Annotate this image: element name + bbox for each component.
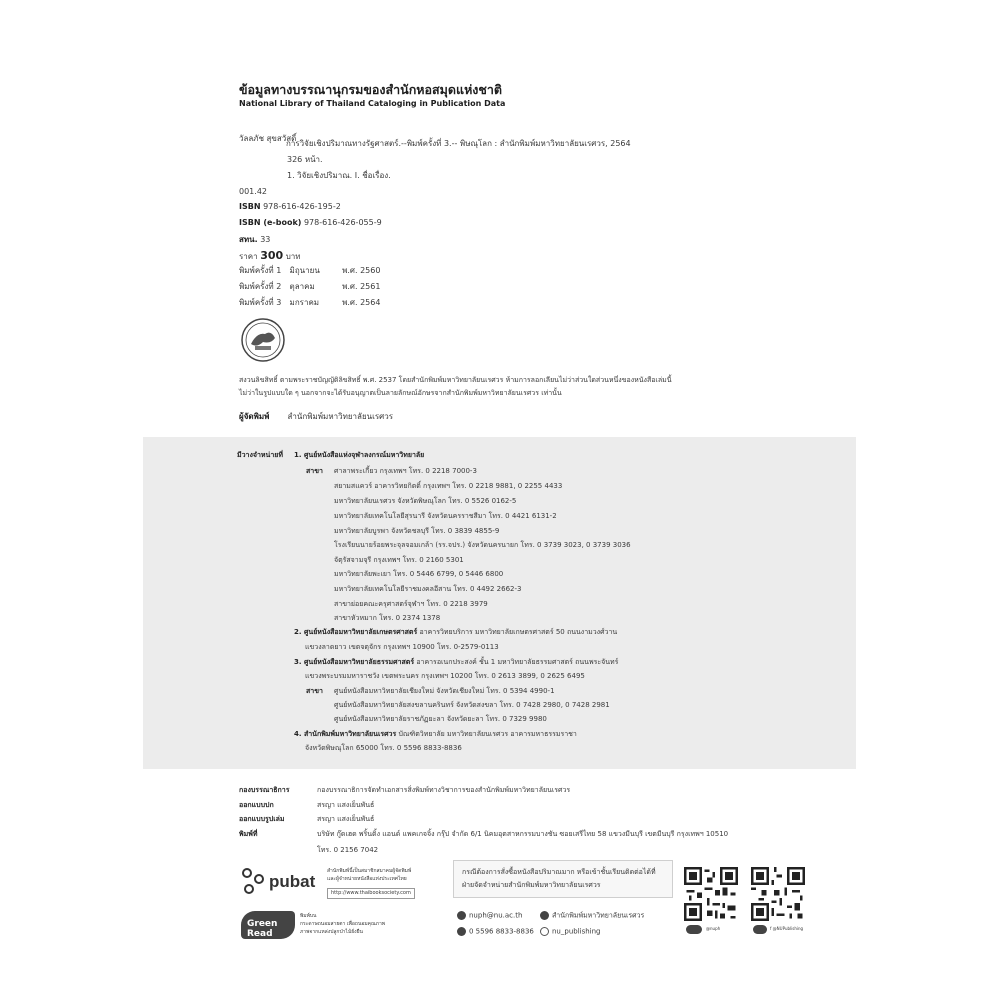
pubat-wordmark: pubat bbox=[269, 872, 316, 891]
edition-year: พ.ศ. 2564 bbox=[342, 298, 381, 307]
edition-month: มิถุนายน bbox=[289, 266, 320, 275]
isbn-ebook-label: ISBN (e-book) bbox=[239, 218, 302, 227]
distributor-group-3-title: 3. ศูนย์หนังสือมหาวิทยาลัยธรรมศาสตร์ bbox=[294, 658, 415, 666]
branch-item: ศาลาพระเกี้ยว กรุงเทพฯ โทร. 0 2218 7000-3 bbox=[334, 467, 477, 475]
pubat-mark-icon bbox=[241, 867, 267, 897]
facebook-contact[interactable] bbox=[540, 911, 644, 921]
branch-item: ศูนย์หนังสือมหาวิทยาลัยเชียงใหม่ จังหวัดเชียงใหม่ โทร. 0 5394 4990-1 bbox=[334, 687, 555, 695]
distributor-group-2-title: 2. ศูนย์หนังสือมหาวิทยาลัยเกษตรศาสตร์ bbox=[294, 628, 418, 636]
branch-item: โรงเรียนนายร้อยพระจุลจอมเกล้า (รร.จปร.) จังหวัดนครนายก โทร. 0 3739 3023, 0 3739 3036 bbox=[334, 541, 631, 549]
branch-item: มหาวิทยาลัยนเรศวร จังหวัดพิษณุโลก โทร. 0 5526 0162-5 bbox=[334, 497, 517, 505]
cover-design-value: สรญา แสงเย็นพันธ์ bbox=[317, 801, 375, 809]
branch-label: สาขา bbox=[306, 687, 323, 695]
edition-year: พ.ศ. 2561 bbox=[342, 282, 381, 291]
title-statement: การวิจัยเชิงปริมาณทางรัฐศาสตร์.--พิมพ์ครั้งที่ 3.-- พิษณุโลก : สำนักพิมพ์มหาวิทยาลัยนเรศวร, 2564 bbox=[286, 139, 631, 148]
green-read-text-3: ภาพจากแหล่งปลูกป่าไม้ยั่งยืน bbox=[300, 929, 363, 935]
notice-line-1: กรณีต้องการสั่งซื้อหนังสือปริมาณมาก หรือเข้าชั้นเรียนติดต่อได้ที่ bbox=[462, 868, 656, 876]
phone-contact[interactable] bbox=[457, 927, 534, 937]
phone-icon bbox=[457, 927, 466, 936]
code-value: 33 bbox=[260, 235, 271, 244]
layout-design-value: สรญา แสงเย็นพันธ์ bbox=[317, 815, 375, 823]
code-line bbox=[239, 235, 270, 245]
page-count: 326 หน้า. bbox=[287, 155, 323, 164]
green-read-logo bbox=[241, 911, 297, 941]
isbn-label: ISBN bbox=[239, 202, 261, 211]
distributor-group-4 bbox=[294, 730, 577, 739]
edition-row bbox=[239, 266, 380, 276]
edition-month: ตุลาคม bbox=[289, 282, 315, 291]
publisher-line bbox=[239, 412, 393, 422]
qr-code-line[interactable] bbox=[684, 867, 738, 921]
branch-item: ศูนย์หนังสือมหาวิทยาลัยสงขลานครินทร์ จังหวัดสงขลา โทร. 0 7428 2980, 0 7428 2981 bbox=[334, 701, 610, 709]
catalog-title-english: National Library of Thailand Cataloging in Publication Data bbox=[239, 99, 506, 108]
notice-line-2: ฝ่ายจัดจำหน่ายสำนักพิมพ์มหาวิทยาลัยนเรศวร bbox=[462, 881, 601, 889]
price-prefix: ราคา bbox=[239, 252, 258, 261]
phone-number: 0 5596 8833-8836 bbox=[469, 927, 534, 936]
line-icon bbox=[540, 927, 549, 936]
distributor-group-3-address: อาคารอเนกประสงค์ ชั้น 1 มหาวิทยาลัยธรรมศาสตร์ ถนนพระจันทร์ bbox=[416, 658, 619, 666]
branch-item: มหาวิทยาลัยบูรพา จังหวัดชลบุรี โทร. 0 3839 4855-9 bbox=[334, 527, 500, 535]
branch-item: ศูนย์หนังสือมหาวิทยาลัยราชภัฏยะลา จังหวัดยะลา โทร. 0 7329 9980 bbox=[334, 715, 547, 723]
branch-item: สยามสแควร์ อาคารวิทยกิตติ์ กรุงเทพฯ โทร. 0 2218 9881, 0 2255 4433 bbox=[334, 482, 563, 490]
edition-label: พิมพ์ครั้งที่ 1 bbox=[239, 266, 282, 275]
branch-item: มหาวิทยาลัยเทคโนโลยีราชมงคลอีสาน โทร. 0 4492 2662-3 bbox=[334, 585, 522, 593]
edition-label: พิมพ์ครั้งที่ 3 bbox=[239, 298, 282, 307]
isbn-value: 978-616-426-195-2 bbox=[263, 202, 341, 211]
classification-number: 001.42 bbox=[239, 187, 267, 196]
code-label: สทน. bbox=[239, 235, 258, 244]
isbn-line bbox=[239, 202, 341, 212]
copyright-line-1: สงวนลิขสิทธิ์ ตามพระราชบัญญัติลิขสิทธิ์ พ.ศ. 2537 โดยสำนักพิมพ์มหาวิทยาลัยนเรศวร ห้ามการลอกเลียนไม่ว่าส่วนใดส่วนหนึ่งของหนังสือเล่มนี้ bbox=[239, 376, 672, 384]
author-name: วัลลภัช สุขสวัสดิ์ bbox=[239, 134, 297, 143]
distributor-group-3 bbox=[294, 658, 618, 667]
qr-line-label: @nuph bbox=[706, 926, 721, 931]
branch-item: จัตุรัสจามจุรี กรุงเทพฯ โทร. 0 2160 5301 bbox=[334, 556, 464, 564]
distributor-group-4-address: บัณฑิตวิทยาลัย มหาวิทยาลัยนเรศวร อาคารมหาธรรมราชา bbox=[398, 730, 577, 738]
edition-row bbox=[239, 298, 380, 308]
green-read-text-2: กระดาษถนอมสายตา เพื่อถนอมคุณภาพ bbox=[300, 921, 386, 927]
bulk-order-notice bbox=[453, 860, 673, 898]
facebook-badge bbox=[753, 925, 767, 934]
branch-item: มหาวิทยาลัยพะเยา โทร. 0 5446 6799, 0 5446 6800 bbox=[334, 570, 504, 578]
line-id: nu_publishing bbox=[552, 927, 601, 936]
email-contact[interactable] bbox=[457, 911, 522, 921]
email-address: nuph@nu.ac.th bbox=[469, 911, 523, 920]
catalog-title-thai: ข้อมูลทางบรรณานุกรมของสำนักหอสมุดแห่งชาติ bbox=[239, 82, 503, 97]
printer-address: บริษัท กู๊ดเฮด พริ้นติ้ง แอนด์ แพคเกจจิ้ง กรุ๊ป จำกัด 6/1 นิคมอุตสาหกรรมบางชัน ซอยเสรีไทย 58 แขวงมีนบุรี เขตมีนบุรี กรุงเทพฯ 10510 bbox=[317, 830, 729, 838]
isbn-ebook-value: 978-616-426-055-9 bbox=[303, 218, 382, 227]
distributor-group-2-address: อาคารวิทยบริการ มหาวิทยาลัยเกษตรศาสตร์ 50 ถนนงามวงศ์วาน bbox=[419, 628, 618, 636]
subject-headings: 1. วิจัยเชิงปริมาณ. I. ชื่อเรื่อง. bbox=[287, 171, 391, 180]
editorial-value: กองบรรณาธิการจัดทำเอกสารสิ่งพิมพ์ทางวิชาการของสำนักพิมพ์มหาวิทยาลัยนเรศวร bbox=[317, 786, 571, 794]
edition-label: พิมพ์ครั้งที่ 2 bbox=[239, 282, 282, 291]
qr-code-facebook[interactable] bbox=[751, 867, 805, 921]
facebook-icon bbox=[540, 911, 549, 920]
branch-item: สาขาหัวหมาก โทร. 0 2374 1378 bbox=[334, 614, 441, 622]
layout-design-label: ออกแบบรูปเล่ม bbox=[239, 815, 285, 823]
distributor-group-4-address-2: จังหวัดพิษณุโลก 65000 โทร. 0 5596 8833-8836 bbox=[305, 744, 462, 752]
line-badge bbox=[686, 925, 702, 934]
publisher-value: สำนักพิมพ์มหาวิทยาลัยนเรศวร bbox=[287, 412, 393, 421]
editorial-label: กองบรรณาธิการ bbox=[239, 786, 290, 794]
distributor-group-2-address-2: แขวงลาดยาว เขตจตุจักร กรุงเทพฯ 10900 โทร. 0-2579-0113 bbox=[305, 643, 499, 651]
edition-year: พ.ศ. 2560 bbox=[342, 266, 381, 275]
distributor-group-1-title: 1. ศูนย์หนังสือแห่งจุฬาลงกรณ์มหาวิทยาลัย bbox=[294, 451, 425, 459]
branch-item: สาขาย่อยคณะครุศาสตร์จุฬาฯ โทร. 0 2218 3979 bbox=[334, 600, 488, 608]
publisher-label: ผู้จัดพิมพ์ bbox=[239, 412, 270, 421]
price-line bbox=[239, 250, 301, 263]
pubat-member-text-2: และผู้จำหน่ายหนังสือแห่งประเทศไทย bbox=[327, 876, 407, 882]
branch-item: มหาวิทยาลัยเทคโนโลยีสุรนารี จังหวัดนครราชสีมา โทร. 0 4421 6131-2 bbox=[334, 512, 557, 520]
edition-row bbox=[239, 282, 380, 292]
line-contact[interactable] bbox=[540, 927, 601, 937]
university-seal-logo bbox=[241, 318, 285, 362]
distributor-group-2 bbox=[294, 628, 617, 637]
email-icon bbox=[457, 911, 466, 920]
green-read-text-1: พิมพ์บน bbox=[300, 913, 317, 919]
pubat-member-text-1: สำนักพิมพ์นี้เป็นสมาชิกสมาคมผู้จัดพิมพ์ bbox=[327, 868, 412, 874]
copyright-line-2: ไม่ว่าในรูปแบบใด ๆ นอกจากจะได้รับอนุญาตเป็นลายลักษณ์อักษรจากสำนักพิมพ์มหาวิทยาลัยนเรศวร เท่านั้น bbox=[239, 389, 562, 397]
isbn-ebook-line bbox=[239, 218, 382, 228]
distributor-group-3-address-2: แขวงพระบรมมหาราชวัง เขตพระนคร กรุงเทพฯ 10200 โทร. 0 2613 3899, 0 2625 6495 bbox=[305, 672, 585, 680]
qr-facebook-label: f @NUPublishing bbox=[770, 926, 804, 931]
branch-label: สาขา bbox=[306, 467, 323, 475]
price-value: 300 bbox=[260, 249, 284, 262]
facebook-page-name: สำนักพิมพ์มหาวิทยาลัยนเรศวร bbox=[552, 911, 645, 920]
printer-phone: โทร. 0 2156 7042 bbox=[317, 846, 379, 854]
distributor-group-4-title: 4. สำนักพิมพ์มหาวิทยาลัยนเรศวร bbox=[294, 730, 397, 738]
pubat-logo bbox=[241, 865, 316, 899]
distribution-label: มีวางจำหน่ายที่ bbox=[237, 451, 283, 459]
pubat-url-link[interactable]: http://www.thaibooksociety.com bbox=[327, 888, 415, 899]
green-read-wordmark: Green Read bbox=[247, 919, 278, 939]
printer-label: พิมพ์ที่ bbox=[239, 830, 258, 838]
cover-design-label: ออกแบบปก bbox=[239, 801, 274, 809]
price-unit: บาท bbox=[285, 252, 301, 261]
edition-month: มกราคม bbox=[289, 298, 320, 307]
